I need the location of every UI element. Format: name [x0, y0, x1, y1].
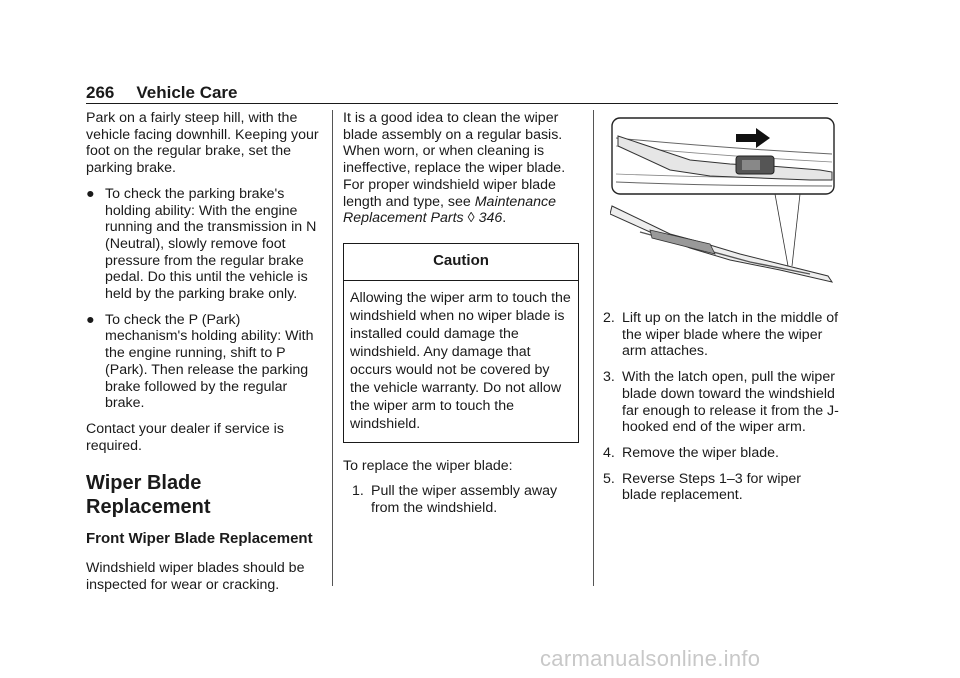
- step-text: Lift up on the latch in the middle of the wiper blade where the wiper arm attaches.: [622, 310, 839, 360]
- section-heading: Wiper Blade Replacement: [86, 472, 211, 519]
- step-item: [603, 445, 839, 462]
- step-item: [603, 369, 839, 436]
- step-number: 3.: [603, 369, 615, 386]
- page-header: [86, 83, 238, 103]
- intro-paragraph: Park on a fairly steep hill, with the vehicle facing downhill. Keeping your foot on the regular brake, set the parking brake.: [86, 110, 319, 177]
- step-number: 2.: [603, 310, 615, 326]
- clean-paragraph: It is a good idea to clean the wiper blade assembly on a regular basis. When worn, or when cleaning is ineffective, replace the wiper blade. For proper windshield wiper blade length and type, see Maintenance Replacement Parts ◊ 346.: [343, 110, 566, 227]
- step-text: Remove the wiper blade.: [622, 444, 779, 461]
- step-number: 1.: [352, 483, 364, 500]
- page-ref-number[interactable]: 346: [478, 210, 503, 227]
- column-divider-1: [332, 110, 333, 586]
- bullet-text: To check the P (Park) mechanism's holding ability: With the engine running, shift to P (Park). Then release the parking brake followed by the regular brake.: [105, 311, 314, 412]
- callout-line: [792, 194, 800, 266]
- contact-paragraph: Contact your dealer if service is required.: [86, 420, 284, 454]
- column-left: [86, 110, 322, 603]
- section-title: Vehicle Care: [136, 83, 238, 102]
- caution-box: [343, 243, 579, 443]
- column-divider-2: [593, 110, 594, 586]
- bullet-item: [86, 312, 322, 412]
- step-number: 5.: [603, 470, 615, 487]
- step-text: Reverse Steps 1–3 for wiper blade replacement.: [622, 470, 802, 504]
- bullet-icon: ●: [86, 311, 95, 328]
- steps-intro: To replace the wiper blade:: [343, 457, 513, 474]
- page-number: 266: [86, 83, 115, 102]
- maintenance-link[interactable]: Maintenance Replacement Parts: [343, 193, 556, 227]
- watermark: carmanualsonline.info: [540, 646, 761, 671]
- column-middle: [343, 110, 579, 526]
- step-text: With the latch open, pull the wiper blade down toward the windshield far enough to release it from the J-hooked end of the wiper arm.: [622, 369, 839, 436]
- wiper-arm-assembly: [610, 206, 832, 282]
- bullet-icon: ●: [86, 185, 95, 202]
- page-ref-icon: ◊: [467, 210, 475, 227]
- subsection-heading: Front Wiper Blade Replacement: [86, 530, 313, 548]
- step-item: [603, 310, 839, 360]
- column-right: [603, 310, 839, 513]
- bullet-item: [86, 186, 322, 303]
- header-rule: [86, 103, 838, 104]
- bullet-text: To check the parking brake's holding ability: With the engine running and the transmission in N (Neutral), slowly remove foot pressure from the regular brake pedal. Do this until the vehicle is held by the parking brake only.: [105, 185, 317, 303]
- step-item: [343, 483, 579, 516]
- step-text: Pull the wiper assembly away from the windshield.: [371, 483, 558, 517]
- step-item: [603, 471, 839, 504]
- caution-text: Allowing the wiper arm to touch the windshield when no wiper blade is installed could damage the windshield. Any damage that occurs would not be covered by the vehicle warranty. Do not allow the wiper arm to touch the windshield.: [350, 289, 571, 432]
- callout-line: [775, 194, 788, 266]
- wiper-blade-illustration: [610, 116, 836, 288]
- caution-title: Caution: [344, 244, 578, 281]
- detail-inset: [612, 118, 834, 194]
- step-number: 4.: [603, 444, 615, 461]
- inspect-paragraph: Windshield wiper blades should be inspected for wear or cracking.: [86, 560, 305, 594]
